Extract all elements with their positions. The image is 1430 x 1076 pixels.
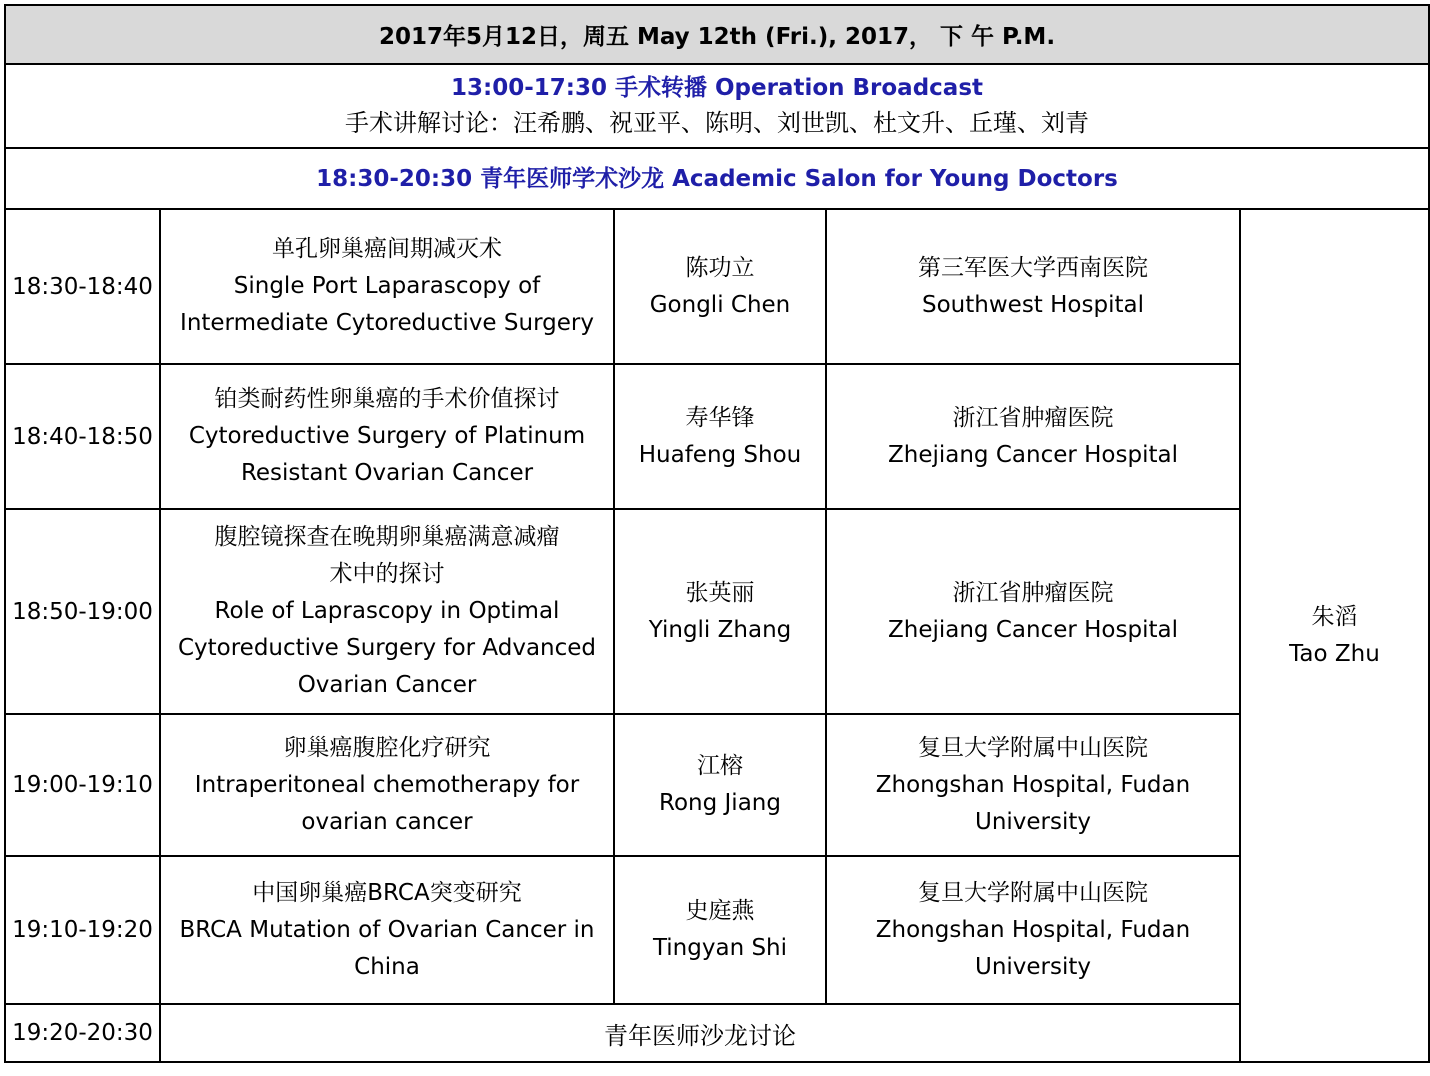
- table-row: [5, 209, 1429, 364]
- hospital: [826, 509, 1240, 714]
- hospital-en: University: [974, 953, 1092, 980]
- speaker-cn: 陈功立: [685, 254, 755, 281]
- table-row: [5, 1004, 1429, 1062]
- speaker-en: Huafeng Shou: [638, 441, 802, 468]
- table-row: [5, 364, 1429, 509]
- talk-title: [160, 714, 614, 856]
- talk-title-en: Cytoreductive Surgery of Platinum: [188, 423, 586, 449]
- chair-cell: [1240, 209, 1429, 1062]
- chair-cn: 朱滔: [1311, 603, 1358, 630]
- speaker-cn: 张英丽: [685, 579, 755, 606]
- talk-time: 18:50-19:00: [5, 509, 160, 714]
- talk-title-cn: 卵巢癌腹腔化疗研究: [283, 734, 491, 761]
- talk-title-cn: 单孔卵巢癌间期减灭术: [272, 236, 502, 262]
- talk-title-cn: 腹腔镜探查在晚期卵巢癌满意减瘤: [214, 524, 560, 550]
- broadcast-discussants: 手术讲解讨论：汪希鹏、祝亚平、陈明、刘世凯、杜文升、丘瑾、刘青: [345, 109, 1089, 137]
- talk-title: [160, 509, 614, 714]
- table-row: [5, 856, 1429, 1004]
- schedule-table: [4, 4, 1430, 1063]
- hospital-en: University: [974, 808, 1092, 835]
- hospital-cn: 浙江省肿瘤医院: [952, 404, 1114, 431]
- talk-title-en: Intraperitoneal chemotherapy for: [194, 771, 580, 798]
- hospital: [826, 714, 1240, 856]
- table-row: [5, 714, 1429, 856]
- talk-title: [160, 856, 614, 1004]
- hospital-en: Zhejiang Cancer Hospital: [888, 441, 1178, 468]
- talk-title-en: Single Port Laparascopy of: [233, 273, 541, 299]
- hospital-en: Southwest Hospital: [922, 291, 1144, 318]
- hospital-cn: 第三军医大学西南医院: [918, 254, 1148, 281]
- talk-title: [160, 209, 614, 364]
- talk-title-cn: 术中的探讨: [329, 561, 445, 587]
- discussion-label: 青年医师沙龙讨论: [160, 1004, 1240, 1062]
- speaker: [614, 856, 826, 1004]
- speaker-en: Gongli Chen: [649, 291, 791, 318]
- talk-time: 18:40-18:50: [5, 364, 160, 509]
- talk-title-en: BRCA Mutation of Ovarian Cancer in: [179, 916, 595, 943]
- talk-title-en: Intermediate Cytoreductive Surgery: [180, 310, 594, 336]
- talk-title-en: Role of Laprascopy in Optimal: [214, 598, 560, 624]
- speaker-cn: 史庭燕: [685, 898, 755, 924]
- hospital: [826, 856, 1240, 1004]
- broadcast-cell: [5, 64, 1429, 148]
- speaker: [614, 364, 826, 509]
- talk-title: [160, 364, 614, 509]
- discussion-time: 19:20-20:30: [5, 1004, 160, 1062]
- hospital: [826, 209, 1240, 364]
- speaker: [614, 509, 826, 714]
- talk-title-en: ovarian cancer: [301, 808, 473, 835]
- day-header: 2017年5月12日，周五 May 12th (Fri.), 2017， 下 午 P.M.: [5, 5, 1429, 64]
- speaker-cn: 江榕: [697, 753, 743, 779]
- talk-title-cn: 中国卵巢癌BRCA突变研究: [252, 879, 522, 906]
- talk-title-en: China: [354, 953, 420, 980]
- talk-title-cn: 铂类耐药性卵巢癌的手术价值探讨: [214, 386, 560, 412]
- hospital-en: Zhejiang Cancer Hospital: [888, 616, 1178, 643]
- speaker-en: Rong Jiang: [659, 790, 781, 816]
- talk-time: 18:30-18:40: [5, 209, 160, 364]
- chair-en: Tao Zhu: [1289, 640, 1380, 667]
- talk-title-en: Resistant Ovarian Cancer: [240, 460, 534, 486]
- speaker: [614, 209, 826, 364]
- talk-title-en: Cytoreductive Surgery for Advanced: [177, 635, 597, 661]
- hospital-en: Zhongshan Hospital, Fudan: [875, 771, 1191, 798]
- speaker: [614, 714, 826, 856]
- talk-title-en: Ovarian Cancer: [297, 672, 477, 698]
- hospital-cn: 复旦大学附属中山医院: [918, 734, 1148, 761]
- hospital-cn: 复旦大学附属中山医院: [918, 879, 1148, 906]
- speaker-en: Yingli Zhang: [648, 616, 792, 643]
- hospital-cn: 浙江省肿瘤医院: [952, 579, 1114, 606]
- speaker-cn: 寿华锋: [685, 404, 755, 431]
- hospital-en: Zhongshan Hospital, Fudan: [875, 916, 1191, 943]
- talk-time: 19:00-19:10: [5, 714, 160, 856]
- talk-time: 19:10-19:20: [5, 856, 160, 1004]
- salon-title: 18:30-20:30 青年医师学术沙龙 Academic Salon for Young Doctors: [5, 148, 1429, 209]
- hospital: [826, 364, 1240, 509]
- table-row: [5, 509, 1429, 714]
- broadcast-title: 13:00-17:30 手术转播 Operation Broadcast: [450, 75, 984, 101]
- speaker-en: Tingyan Shi: [652, 935, 788, 961]
